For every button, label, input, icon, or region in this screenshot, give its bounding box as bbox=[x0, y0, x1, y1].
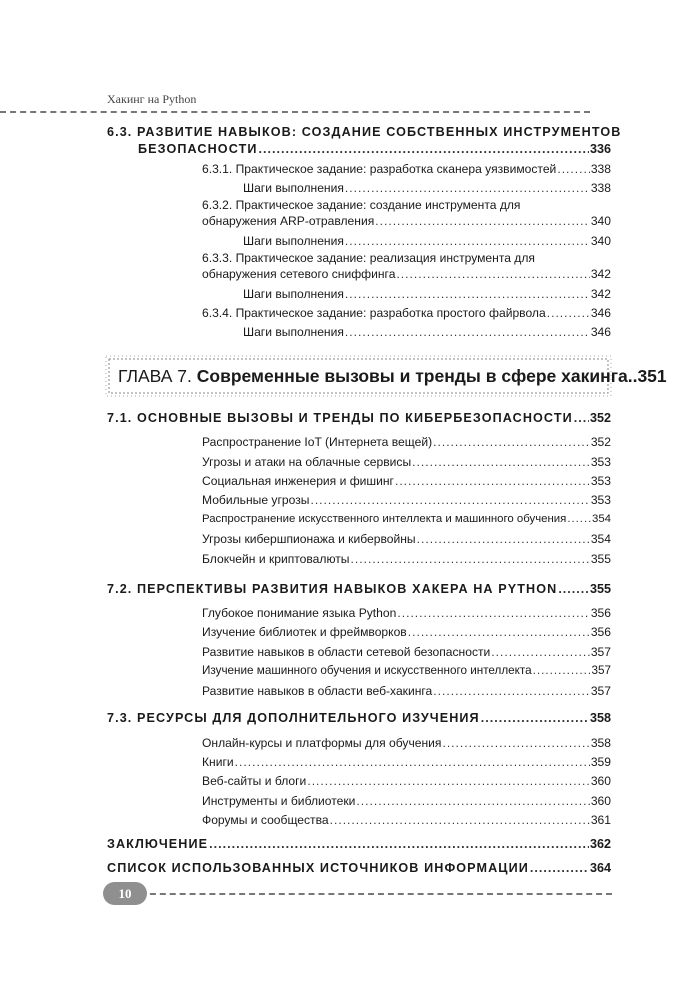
toc-title: 6.3. РАЗВИТИЕ НАВЫКОВ: СОЗДАНИЕ СОБСТВЕННЫХ ИНСТРУМЕНТОВ bbox=[107, 125, 622, 139]
toc-page: 352 bbox=[590, 435, 611, 449]
toc-page: 354 bbox=[591, 513, 611, 525]
toc-item[interactable] bbox=[202, 755, 611, 769]
toc-title: Угрозы кибершпионажа и кибервойны bbox=[202, 532, 416, 546]
toc-page: 357 bbox=[590, 645, 611, 659]
leader-dots bbox=[491, 645, 590, 659]
toc-title: 7.3. РЕСУРСЫ ДЛЯ ДОПОЛНИТЕЛЬНОГО ИЗУЧЕНИЯ bbox=[107, 711, 480, 725]
toc-page: 361 bbox=[590, 813, 611, 827]
toc-sources[interactable] bbox=[107, 861, 611, 875]
toc-page: 342 bbox=[590, 267, 611, 281]
leader-dots bbox=[345, 287, 590, 301]
toc-page: 338 bbox=[590, 162, 611, 176]
toc-page: 342 bbox=[590, 287, 611, 301]
toc-item-6-3-1[interactable] bbox=[202, 162, 611, 176]
leader-dots bbox=[557, 162, 589, 176]
toc-item[interactable] bbox=[202, 493, 611, 507]
toc-page: 364 bbox=[589, 861, 611, 875]
toc-section-7-1[interactable] bbox=[107, 411, 611, 425]
leader-dots bbox=[345, 234, 590, 248]
leader-dots bbox=[330, 813, 590, 827]
leader-dots bbox=[408, 625, 590, 639]
leader-dots bbox=[235, 755, 590, 769]
leader-dots bbox=[533, 664, 591, 677]
toc-title: Глубокое понимание языка Python bbox=[202, 606, 397, 620]
toc-page: 360 bbox=[590, 794, 611, 808]
toc-title: 7.1. ОСНОВНЫЕ ВЫЗОВЫ И ТРЕНДЫ ПО КИБЕРБЕЗОПАСНОСТИ bbox=[107, 411, 573, 425]
leader-dots bbox=[351, 552, 590, 566]
toc-item[interactable] bbox=[202, 736, 611, 750]
toc-item-6-3-4[interactable] bbox=[202, 306, 611, 320]
leader-dots bbox=[481, 711, 589, 725]
toc-page: 357 bbox=[591, 664, 611, 677]
toc-page: 336 bbox=[589, 142, 611, 156]
toc-section-6-3[interactable] bbox=[138, 142, 611, 156]
toc-title: Шаги выполнения bbox=[243, 181, 344, 195]
leader-dots bbox=[209, 837, 589, 851]
leader-dots bbox=[558, 582, 589, 596]
toc-title: Угрозы и атаки на облачные сервисы bbox=[202, 455, 412, 469]
toc-title: 6.3.4. Практическое задание: разработка простого файрвола bbox=[202, 306, 546, 320]
toc-title: Распространение IoT (Интернета вещей) bbox=[202, 435, 433, 449]
toc-page: 358 bbox=[589, 711, 611, 725]
toc-page: 340 bbox=[590, 214, 611, 228]
toc-title: обнаружения сетевого сниффинга bbox=[202, 267, 396, 281]
toc-section-6-3-line1[interactable] bbox=[107, 125, 622, 139]
toc-item-6-3-3[interactable] bbox=[202, 267, 611, 281]
toc-title: Блокчейн и криптовалюты bbox=[202, 552, 350, 566]
toc-item[interactable] bbox=[202, 813, 611, 827]
toc-item[interactable] bbox=[202, 684, 611, 698]
toc-item[interactable] bbox=[202, 455, 611, 469]
leader-dots bbox=[356, 794, 589, 808]
leader-dots bbox=[310, 493, 589, 507]
toc-page: 359 bbox=[590, 755, 611, 769]
toc-title: Изучение библиотек и фреймворков bbox=[202, 625, 407, 639]
leader-dots bbox=[375, 214, 590, 228]
toc-item[interactable] bbox=[202, 606, 611, 620]
leader-dots bbox=[417, 532, 590, 546]
leader-dots bbox=[574, 411, 589, 425]
toc-title: Шаги выполнения bbox=[243, 234, 344, 248]
toc-item-6-3-4-steps[interactable] bbox=[243, 325, 611, 339]
toc-item[interactable] bbox=[202, 474, 611, 488]
toc-page: 340 bbox=[590, 234, 611, 248]
toc-item[interactable] bbox=[202, 513, 611, 525]
toc-item[interactable] bbox=[202, 794, 611, 808]
toc-title: БЕЗОПАСНОСТИ bbox=[138, 142, 258, 156]
leader-dots bbox=[530, 861, 589, 875]
leader-dots bbox=[397, 606, 589, 620]
toc-item[interactable] bbox=[202, 552, 611, 566]
footer-rule bbox=[140, 893, 612, 895]
toc-page: 356 bbox=[590, 606, 611, 620]
toc-title: Шаги выполнения bbox=[243, 287, 344, 301]
chapter-name: Современные вызовы и тренды в сфере хакинга..351 bbox=[196, 366, 667, 386]
running-head: Хакинг на Python bbox=[107, 92, 197, 106]
toc-title: Веб-сайты и блоги bbox=[202, 774, 307, 788]
toc-page: 338 bbox=[590, 181, 611, 195]
toc-page: 362 bbox=[589, 837, 611, 851]
toc-item[interactable] bbox=[202, 774, 611, 788]
leader-dots bbox=[433, 684, 590, 698]
toc-conclusion[interactable] bbox=[107, 837, 611, 851]
toc-item[interactable] bbox=[202, 532, 611, 546]
leader-dots bbox=[345, 325, 590, 339]
toc-item[interactable] bbox=[202, 625, 611, 639]
leader-dots bbox=[345, 181, 590, 195]
toc-section-7-3[interactable] bbox=[107, 711, 611, 725]
toc-section-7-2[interactable] bbox=[107, 582, 611, 596]
leader-dots bbox=[433, 435, 590, 449]
toc-title: обнаружения ARP-отравления bbox=[202, 214, 375, 228]
toc-title: Социальная инженерия и фишинг bbox=[202, 474, 394, 488]
toc-page: 356 bbox=[590, 625, 611, 639]
leader-dots bbox=[567, 513, 591, 525]
toc-page: 346 bbox=[590, 306, 611, 320]
toc-title: Форумы и сообщества bbox=[202, 813, 329, 827]
toc-page: 353 bbox=[590, 455, 611, 469]
toc-item[interactable] bbox=[202, 435, 611, 449]
leader-dots bbox=[412, 455, 590, 469]
toc-page: 355 bbox=[589, 582, 611, 596]
toc-page: 353 bbox=[590, 474, 611, 488]
toc-title: Мобильные угрозы bbox=[202, 493, 310, 507]
leader-dots bbox=[396, 267, 589, 281]
toc-title: ЗАКЛЮЧЕНИЕ bbox=[107, 837, 209, 851]
chapter-label: ГЛАВА 7. bbox=[118, 366, 192, 386]
toc-page: 357 bbox=[590, 684, 611, 698]
toc-page: 346 bbox=[590, 325, 611, 339]
toc-page: 355 bbox=[590, 552, 611, 566]
toc-item-6-3-3-steps[interactable] bbox=[243, 287, 611, 301]
toc-item-6-3-2[interactable] bbox=[202, 214, 611, 228]
toc-item[interactable] bbox=[202, 645, 611, 659]
toc-item-6-3-3-line1[interactable]: 6.3.3. Практическое задание: реализация инструмента для bbox=[202, 251, 535, 265]
toc-item-6-3-2-line1[interactable]: 6.3.2. Практическое задание: создание инструмента для bbox=[202, 198, 521, 212]
leader-dots bbox=[547, 306, 590, 320]
leader-dots bbox=[307, 774, 589, 788]
leader-dots bbox=[442, 736, 589, 750]
toc-page: 352 bbox=[589, 411, 611, 425]
toc-title: Изучение машинного обучения и искусственного интеллекта bbox=[202, 664, 532, 677]
toc-page: 353 bbox=[590, 493, 611, 507]
page-number-badge: 10 bbox=[103, 882, 147, 905]
toc-title: Распространение искусственного интеллекта и машинного обучения bbox=[202, 513, 567, 525]
toc-item-6-3-1-steps[interactable] bbox=[243, 181, 611, 195]
toc-page: 354 bbox=[590, 532, 611, 546]
toc-title: 6.3.1. Практическое задание: разработка сканера уязвимостей bbox=[202, 162, 557, 176]
toc-title: Книги bbox=[202, 755, 234, 769]
toc-title: СПИСОК ИСПОЛЬЗОВАННЫХ ИСТОЧНИКОВ ИНФОРМАЦИИ bbox=[107, 861, 529, 875]
toc-page: 358 bbox=[590, 736, 611, 750]
toc-title: 7.2. ПЕРСПЕКТИВЫ РАЗВИТИЯ НАВЫКОВ ХАКЕРА НА PYTHON bbox=[107, 582, 558, 596]
toc-item[interactable] bbox=[202, 664, 611, 677]
toc-title: Развитие навыков в области веб-хакинга bbox=[202, 684, 433, 698]
toc-item-6-3-2-steps[interactable] bbox=[243, 234, 611, 248]
toc-title: Шаги выполнения bbox=[243, 325, 344, 339]
leader-dots bbox=[259, 142, 589, 156]
chapter-7-heading[interactable] bbox=[118, 366, 667, 387]
leader-dots bbox=[395, 474, 590, 488]
toc-title: Онлайн-курсы и платформы для обучения bbox=[202, 736, 442, 750]
toc-title: Развитие навыков в области сетевой безопасности bbox=[202, 645, 491, 659]
toc-page: 360 bbox=[590, 774, 611, 788]
toc-title: Инструменты и библиотеки bbox=[202, 794, 356, 808]
